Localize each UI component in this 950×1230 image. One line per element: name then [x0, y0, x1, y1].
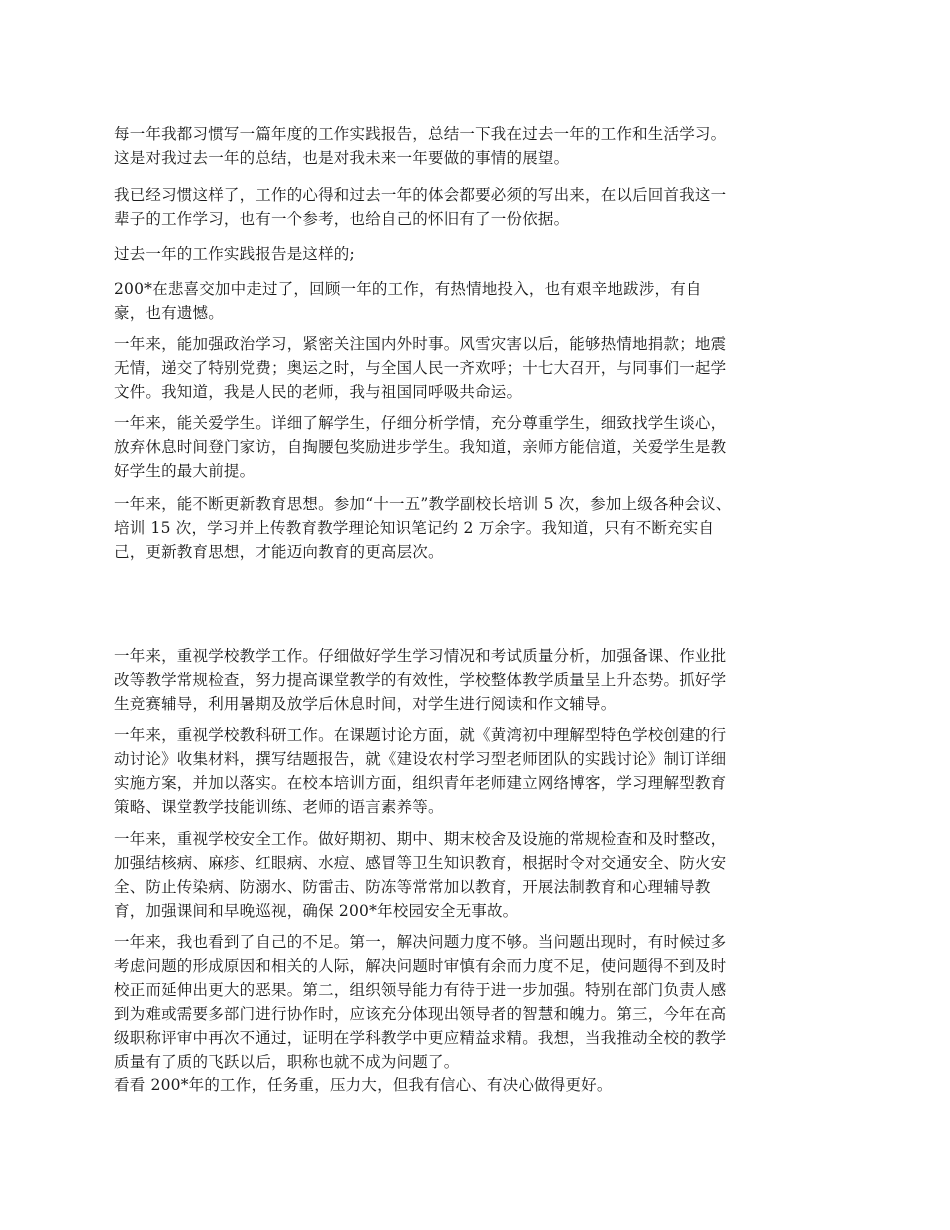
text-line: 一年来，我也看到了自己的不足。第一，解决问题力度不够。当问题出现时，有时候过多	[114, 933, 727, 951]
text-line: 育，加强课间和早晚巡视，确保 200*年校园安全无事故。	[114, 902, 519, 920]
paragraph	[114, 723, 726, 819]
text-line: 豪，也有遗憾。	[114, 304, 224, 322]
text-line: 实施方案，并加以落实。在校本培训方面，组织青年老师建立网络博客，学习理解型教育	[114, 774, 727, 792]
text-line: 动讨论》收集材料，撰写结题报告，就《建设农村学习型老师团队的实践讨论》制订详细	[114, 750, 727, 768]
text-line: 级职称评审中再次不通过，证明在学科教学中更应精益求精。我想，当我推动全校的教学	[114, 1029, 727, 1047]
text-line: 质量有了质的飞跃以后，职称也就不成为问题了。	[114, 1053, 460, 1071]
paragraph	[114, 122, 726, 170]
text-line: 200*在悲喜交加中走过了，回顾一年的工作，有热情地投入，也有艰辛地跋涉，有自	[114, 280, 702, 298]
text-line: 策略、课堂教学技能训练、老师的语言素养等。	[114, 798, 444, 816]
paragraph	[114, 930, 726, 1074]
text-line: 看看 200*年的工作，任务重，压力大，但我有信心、有决心做得更好。	[114, 1076, 613, 1094]
text-line: 一年来，能加强政治学习，紧密关注国内外时事。风雪灾害以后，能够热情地捐款；地震	[114, 335, 727, 353]
paragraph	[114, 242, 355, 266]
text-line: 生竞赛辅导，利用暑期及放学后休息时间，对学生进行阅读和作文辅导。	[114, 695, 617, 713]
text-line: 全、防止传染病、防溺水、防雷击、防冻等常常加以教育，开展法制教育和心理辅导教	[114, 878, 711, 896]
paragraph	[114, 492, 731, 564]
text-line: 校正而延伸出更大的恶果。第二，组织领导能力有待于进一步加强。特别在部门负责人感	[114, 981, 727, 999]
text-line: 到为难或需要多部门进行协作时，应该充分体现出领导者的智慧和魄力。第三，今年在高	[114, 1005, 727, 1023]
text-line: 一年来，能不断更新教育思想。参加“十一五”教学副校长培训 5 次，参加上级各种会议、	[114, 495, 732, 513]
text-line: 无情，递交了特别党费；奥运之时，与全国人民一齐欢呼；十七大召开，与同事们一起学	[114, 359, 727, 377]
paragraph	[114, 1073, 613, 1097]
text-line: 这是对我过去一年的总结，也是对我未来一年要做的事情的展望。	[114, 149, 570, 167]
text-line: 改等教学常规检查，努力提高课堂教学的有效性，学校整体教学质量呈上升态势。抓好学	[114, 671, 727, 689]
paragraph	[114, 332, 726, 404]
text-line: 培训 15 次，学习并上传教育教学理论知识笔记约 2 万余字。我知道，只有不断充实自	[114, 519, 715, 537]
text-line: 考虑问题的形成原因和相关的人际，解决问题时审慎有余而力度不足，使问题得不到及时	[114, 957, 727, 975]
text-line: 放弃休息时间登门家访，自掏腰包奖励进步学生。我知道，亲师方能信道，关爱学生是教	[114, 438, 727, 456]
paragraph	[114, 411, 726, 483]
text-line: 加强结核病、麻疹、红眼病、水痘、感冒等卫生知识教育，根据时令对交通安全、防火安	[114, 854, 727, 872]
paragraph	[114, 277, 702, 325]
text-line: 一年来，重视学校安全工作。做好期初、期中、期末校舍及设施的常规检查和及时整改，	[114, 830, 727, 848]
text-line: 每一年我都习惯写一篇年度的工作实践报告，总结一下我在过去一年的工作和生活学习。	[114, 125, 727, 143]
paragraph	[114, 644, 726, 716]
text-line: 一年来，重视学校教科研工作。在课题讨论方面，就《黄湾初中理解型特色学校创建的行	[114, 726, 727, 744]
text-line: 过去一年的工作实践报告是这样的;	[114, 245, 355, 263]
text-line: 己，更新教育思想，才能迈向教育的更高层次。	[114, 543, 444, 561]
text-line: 辈子的工作学习，也有一个参考，也给自己的怀旧有了一份依据。	[114, 210, 570, 228]
text-line: 一年来，能关爱学生。详细了解学生，仔细分析学情，充分尊重学生，细致找学生谈心，	[114, 414, 727, 432]
text-line: 我已经习惯这样了，工作的心得和过去一年的体会都要必须的写出来，在以后回首我这一	[114, 186, 727, 204]
text-line: 一年来，重视学校教学工作。仔细做好学生学习情况和考试质量分析，加强备课、作业批	[114, 647, 727, 665]
paragraph	[114, 183, 726, 231]
text-line: 文件。我知道，我是人民的老师，我与祖国同呼吸共命运。	[114, 383, 523, 401]
text-line: 好学生的最大前提。	[114, 462, 256, 480]
paragraph	[114, 827, 726, 923]
